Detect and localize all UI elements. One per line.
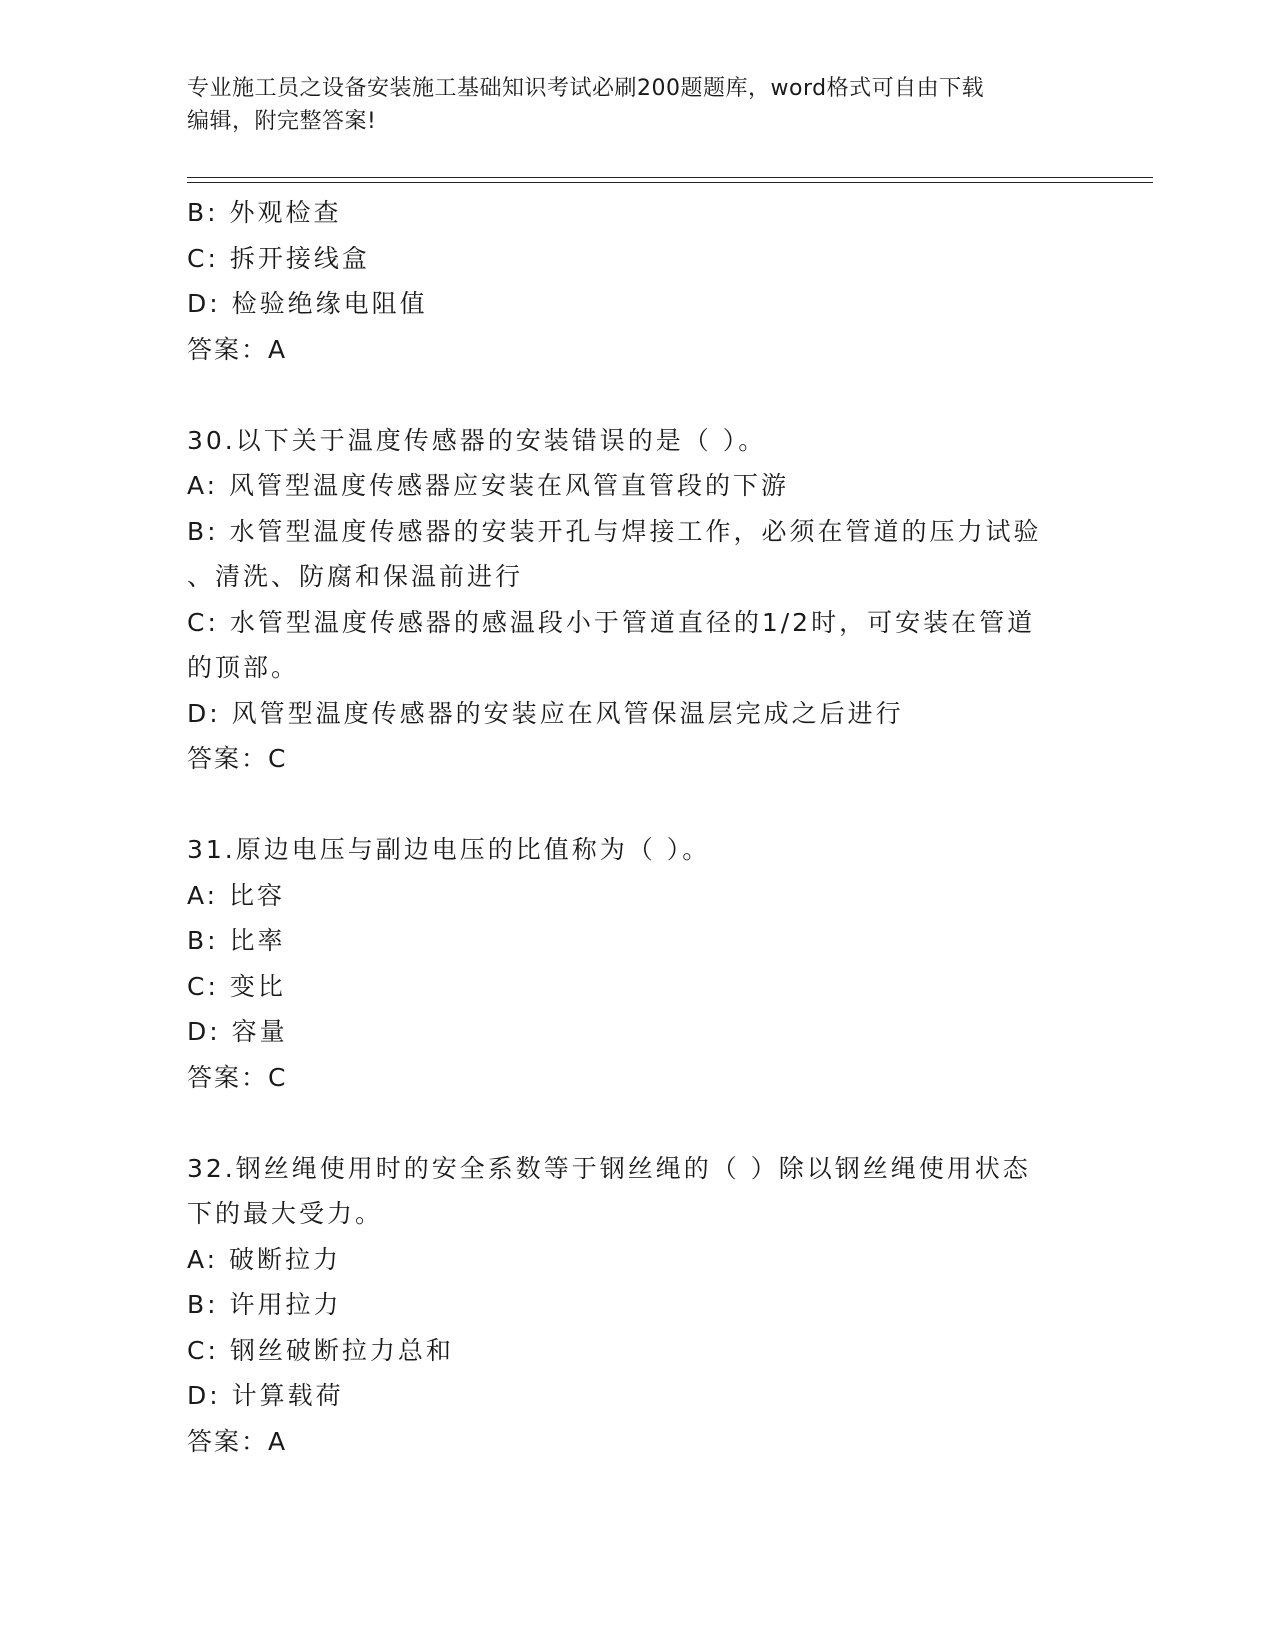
option-a xyxy=(187,1237,1087,1283)
option-key: C: xyxy=(187,1335,219,1365)
option-text: 比率 xyxy=(229,926,286,955)
option-text: 变比 xyxy=(229,971,286,1001)
option-key: C: xyxy=(187,243,219,273)
question-stem: 31.原边电压与副边电压的比值称为（ ）。 xyxy=(187,835,711,864)
option-text: 水管型温度传感器的感温段小于管道直径的1/2时，可安装在管道 xyxy=(229,607,1036,637)
question-32 xyxy=(187,1146,1087,1465)
option-b xyxy=(187,509,1087,555)
option-text: 检验绝缘电阻值 xyxy=(231,289,428,318)
option-d xyxy=(187,1373,1087,1419)
option-key: D: xyxy=(187,1381,221,1410)
option-d xyxy=(187,281,1087,327)
option-c xyxy=(187,600,1087,646)
option-d xyxy=(187,1009,1087,1055)
header-title-line2: 编辑，附完整答案! xyxy=(187,109,377,134)
question-stem: 30.以下关于温度传感器的安装错误的是（ ）。 xyxy=(187,425,767,455)
option-c xyxy=(187,1328,1087,1374)
option-text: 风管型温度传感器应安装在风管直管段的下游 xyxy=(229,471,790,500)
question-29-continued xyxy=(187,190,1087,372)
option-b-continued: 、清洗、防腐和保温前进行 xyxy=(187,562,524,591)
option-a xyxy=(187,463,1087,509)
option-text: 拆开接线盒 xyxy=(229,243,370,273)
option-text: 外观检查 xyxy=(229,198,342,227)
answer-line: 答案：A xyxy=(187,1426,288,1456)
option-b xyxy=(187,918,1087,964)
question-stem-continued: 下的最大受力。 xyxy=(187,1199,384,1228)
option-d xyxy=(187,691,1087,737)
option-text: 比容 xyxy=(229,880,286,910)
question-30 xyxy=(187,418,1087,782)
option-a xyxy=(187,873,1087,919)
option-key: D: xyxy=(187,289,221,318)
answer-line: 答案：C xyxy=(187,744,288,773)
question-list xyxy=(187,190,1087,1464)
option-c xyxy=(187,964,1087,1010)
spacer xyxy=(187,1100,1087,1146)
question-stem: 32.钢丝绳使用时的安全系数等于钢丝绳的（ ）除以钢丝绳使用状态 xyxy=(187,1153,1031,1183)
question-31 xyxy=(187,827,1087,1100)
option-key: D: xyxy=(187,698,221,728)
option-c xyxy=(187,236,1087,282)
option-text: 风管型温度传感器的安装应在风管保温层完成之后进行 xyxy=(231,698,904,728)
spacer xyxy=(187,782,1087,828)
option-text: 计算载荷 xyxy=(231,1381,344,1410)
option-key: D: xyxy=(187,1017,221,1046)
header-divider-top xyxy=(187,177,1153,178)
option-key: A: xyxy=(187,471,219,500)
option-key: B: xyxy=(187,516,219,546)
answer-line: 答案：A xyxy=(187,334,288,364)
option-key: B: xyxy=(187,198,219,227)
option-key: A: xyxy=(187,1244,219,1274)
option-b xyxy=(187,1282,1087,1328)
header-divider-bottom xyxy=(187,182,1153,183)
option-text: 许用拉力 xyxy=(229,1290,342,1319)
spacer xyxy=(187,372,1087,418)
document-header xyxy=(187,72,1087,138)
option-b xyxy=(187,190,1087,236)
header-title-line1: 专业施工员之设备安装施工基础知识考试必刷200题题库，word格式可自由下载 xyxy=(187,76,985,101)
option-key: B: xyxy=(187,1290,219,1319)
option-text: 容量 xyxy=(231,1017,288,1046)
option-key: C: xyxy=(187,971,219,1001)
option-text: 钢丝破断拉力总和 xyxy=(229,1335,454,1365)
option-key: B: xyxy=(187,926,219,955)
option-text: 破断拉力 xyxy=(229,1244,342,1274)
option-key: C: xyxy=(187,607,219,637)
option-c-continued: 的顶部。 xyxy=(187,653,300,682)
option-text: 水管型温度传感器的安装开孔与焊接工作，必须在管道的压力试验 xyxy=(229,516,1042,546)
answer-line: 答案：C xyxy=(187,1062,288,1092)
option-key: A: xyxy=(187,880,219,910)
